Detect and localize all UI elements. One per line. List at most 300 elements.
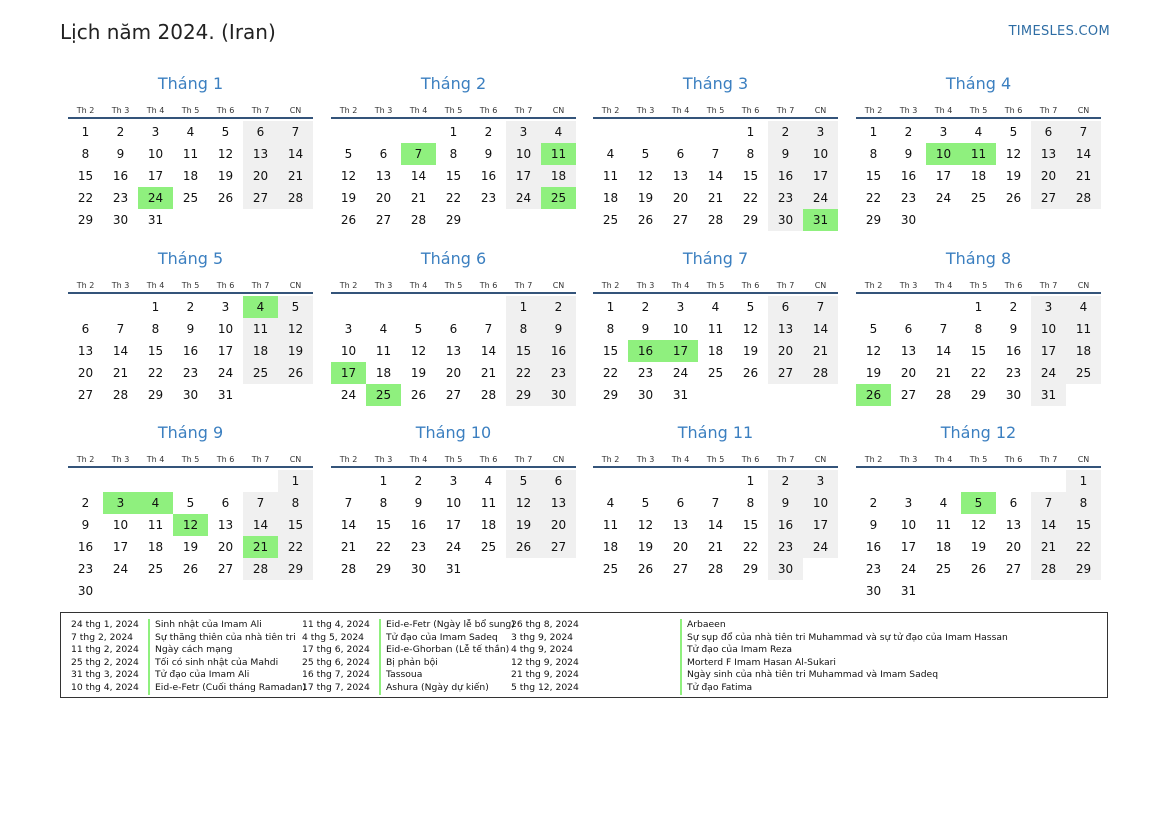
day-cell: 5 [641, 496, 650, 510]
weekday-header [331, 105, 576, 117]
day-cell: 7 [711, 496, 720, 510]
day-cell: 11 [1066, 318, 1101, 340]
day-cell: 29 [970, 388, 987, 402]
day-cell: 21 [410, 191, 427, 205]
day-cell: 17 [803, 514, 838, 536]
day-cell: 1 [506, 296, 541, 318]
day-cell: 20 [541, 514, 576, 536]
month-title: Tháng 12 [940, 423, 1017, 442]
day-cell: 30 [768, 558, 803, 580]
day-cell: 15 [506, 340, 541, 362]
day-cell: 18 [480, 518, 497, 532]
day-cell: 23 [480, 191, 497, 205]
day-cell: 24 [672, 366, 689, 380]
day-cell: 30 [865, 584, 882, 598]
day-cell: 27 [672, 213, 689, 227]
month-title: Tháng 7 [682, 249, 749, 268]
day-cell: 14 [803, 318, 838, 340]
legend-holiday-name: Ngày cách mạng [148, 644, 232, 657]
day-cell: 28 [340, 562, 357, 576]
day-cell: 1 [449, 125, 458, 139]
day-cell: 12 [340, 169, 357, 183]
weekday-label: Th 6 [1004, 455, 1023, 464]
day-cell: 28 [803, 362, 838, 384]
header-rule [331, 292, 576, 294]
day-cell: 14 [707, 518, 724, 532]
legend-holiday-name: Tối có sinh nhật của Mahdi [148, 657, 278, 670]
day-cell: 16 [480, 169, 497, 183]
weekday-label: Th 6 [216, 281, 235, 290]
legend-holiday-name: Sự thăng thiên của nhà tiên tri [148, 632, 296, 645]
weekday-label: Th 2 [864, 455, 883, 464]
day-cell: 24 [340, 388, 357, 402]
day-cell: 2 [541, 296, 576, 318]
header-rule [331, 466, 576, 468]
day-cell: 18 [1066, 340, 1101, 362]
site-link[interactable]: TIMESLES.COM [1008, 24, 1110, 39]
day-cell: 21 [935, 366, 952, 380]
day-cell: 14 [1066, 143, 1101, 165]
day-cell: 16 [182, 344, 199, 358]
header-rule [68, 466, 313, 468]
day-cell: 29 [147, 388, 164, 402]
day-cell: 3 [803, 470, 838, 492]
day-cell: 9 [1009, 322, 1018, 336]
weekday-label: Th 7 [514, 106, 533, 115]
day-cell: 5 [746, 300, 755, 314]
weekday-label: Th 7 [776, 455, 795, 464]
month-title: Tháng 5 [157, 249, 224, 268]
day-cell: 6 [243, 121, 278, 143]
day-cell: 1 [869, 125, 878, 139]
weekday-label: Th 6 [216, 455, 235, 464]
header-rule [593, 117, 838, 119]
weekday-label: Th 4 [146, 106, 165, 115]
day-cell: 16 [900, 169, 917, 183]
day-cell: 25 [1066, 362, 1101, 384]
day-cell: 24 [803, 536, 838, 558]
day-cell: 1 [151, 300, 160, 314]
weekday-label: Th 2 [339, 106, 358, 115]
day-cell: 11 [602, 169, 619, 183]
month-12 [856, 422, 1101, 598]
day-cell: 21 [340, 540, 357, 554]
day-cell: 29 [445, 213, 462, 227]
day-cell: 4 [1066, 296, 1101, 318]
weekday-label: Th 5 [706, 455, 725, 464]
weekday-label: Th 3 [374, 106, 393, 115]
day-cell: 13 [77, 344, 94, 358]
weekday-label: Th 7 [251, 106, 270, 115]
day-cell: 18 [541, 165, 576, 187]
day-cell: 4 [711, 300, 720, 314]
day-cell: 4 [541, 121, 576, 143]
day-cell: 1 [746, 125, 755, 139]
day-cell: 12 [637, 169, 654, 183]
day-cell: 20 [672, 540, 689, 554]
legend-date: 11 thg 4, 2024 [302, 619, 370, 630]
day-cell: 9 [81, 518, 90, 532]
weekday-label: CN [289, 455, 302, 464]
day-cell: 17 [445, 518, 462, 532]
day-cell: 26 [970, 562, 987, 576]
day-cell: 16 [541, 340, 576, 362]
day-cell: 3 [803, 121, 838, 143]
legend-holiday-name: Sự sụp đổ của nhà tiên tri Muhammad và sự tử đạo của Imam Hassan [680, 632, 1008, 645]
day-cell: 18 [243, 340, 278, 362]
day-cell: 7 [484, 322, 493, 336]
day-cell: 19 [637, 191, 654, 205]
day-cell: 30 [541, 384, 576, 406]
weekday-label: Th 3 [374, 281, 393, 290]
weekday-label: Th 3 [899, 281, 918, 290]
day-cell: 5 [344, 147, 353, 161]
day-cell: 23 [768, 536, 803, 558]
month-title: Tháng 8 [945, 249, 1012, 268]
day-cell: 1 [81, 125, 90, 139]
weekday-label: Th 3 [374, 455, 393, 464]
day-cell: 17 [935, 169, 952, 183]
weekday-label: Th 6 [741, 106, 760, 115]
weekday-label: Th 4 [671, 455, 690, 464]
day-cell: 4 [379, 322, 388, 336]
weekday-header [68, 280, 313, 292]
weekday-label: CN [552, 455, 565, 464]
month-9 [68, 422, 313, 598]
day-cell: 5 [641, 147, 650, 161]
month-5 [68, 248, 313, 402]
day-cell: 28 [935, 388, 952, 402]
day-cell: 15 [742, 518, 759, 532]
day-cell: 26 [1005, 191, 1022, 205]
day-cell: 28 [410, 213, 427, 227]
weekday-label: Th 2 [864, 106, 883, 115]
weekday-label: Th 5 [181, 106, 200, 115]
legend-holiday-name: Sinh nhật của Imam Ali [148, 619, 262, 632]
day-cell: 6 [449, 322, 458, 336]
legend-holiday-name: Tử đạo Fatima [680, 682, 752, 695]
holiday-day-cell: 5 [961, 492, 996, 514]
weekday-label: Th 7 [514, 455, 533, 464]
legend-holiday-name: Tử đạo của Imam Reza [680, 644, 792, 657]
day-cell: 23 [1005, 366, 1022, 380]
day-cell: 11 [707, 322, 724, 336]
legend-holiday-name: Bị phản bội [379, 657, 438, 670]
day-cell: 24 [112, 562, 129, 576]
day-cell: 1 [278, 470, 313, 492]
holiday-day-cell: 24 [138, 187, 173, 209]
day-cell: 6 [1009, 496, 1018, 510]
month-title: Tháng 3 [682, 74, 749, 93]
day-cell: 15 [602, 344, 619, 358]
day-cell: 22 [375, 540, 392, 554]
day-cell: 2 [641, 300, 650, 314]
day-cell: 17 [506, 165, 541, 187]
weekday-label: Th 4 [671, 106, 690, 115]
day-cell: 23 [900, 191, 917, 205]
day-cell: 13 [768, 318, 803, 340]
day-cell: 3 [676, 300, 685, 314]
day-cell: 30 [637, 388, 654, 402]
day-cell: 29 [865, 213, 882, 227]
day-cell: 23 [112, 191, 129, 205]
day-cell: 29 [77, 213, 94, 227]
holiday-day-cell: 26 [856, 384, 891, 406]
day-cell: 15 [742, 169, 759, 183]
day-cell: 23 [182, 366, 199, 380]
day-cell: 10 [147, 147, 164, 161]
day-cell: 29 [1066, 558, 1101, 580]
day-cell: 13 [900, 344, 917, 358]
day-cell: 6 [541, 470, 576, 492]
legend-date: 16 thg 7, 2024 [302, 669, 370, 681]
day-cell: 5 [186, 496, 195, 510]
day-cell: 4 [606, 147, 615, 161]
day-cell: 11 [147, 518, 164, 532]
day-cell: 30 [1005, 388, 1022, 402]
day-cell: 18 [602, 191, 619, 205]
weekday-label: Th 3 [636, 455, 655, 464]
day-cell: 22 [506, 362, 541, 384]
month-10 [331, 422, 576, 576]
weekday-label: Th 6 [741, 281, 760, 290]
day-cell: 28 [1066, 187, 1101, 209]
month-6 [331, 248, 576, 402]
day-cell: 6 [768, 296, 803, 318]
day-cell: 9 [768, 492, 803, 514]
weekday-label: CN [552, 281, 565, 290]
legend-holiday-name: Tử đạo của Imam Sadeq [379, 632, 498, 645]
weekday-label: Th 2 [601, 106, 620, 115]
day-cell: 4 [939, 496, 948, 510]
weekday-header [331, 454, 576, 466]
day-cell: 19 [742, 344, 759, 358]
day-cell: 23 [768, 187, 803, 209]
header-rule [331, 117, 576, 119]
holiday-day-cell: 4 [243, 296, 278, 318]
day-cell: 20 [672, 191, 689, 205]
day-cell: 26 [182, 562, 199, 576]
weekday-label: CN [814, 106, 827, 115]
day-cell: 16 [1005, 344, 1022, 358]
day-cell: 7 [243, 492, 278, 514]
weekday-header [331, 280, 576, 292]
day-cell: 21 [278, 165, 313, 187]
day-cell: 9 [768, 143, 803, 165]
day-cell: 31 [900, 584, 917, 598]
weekday-label: Th 5 [706, 106, 725, 115]
weekday-label: Th 6 [479, 106, 498, 115]
weekday-label: Th 4 [671, 281, 690, 290]
day-cell: 19 [637, 540, 654, 554]
month-title: Tháng 6 [420, 249, 487, 268]
weekday-label: Th 7 [251, 455, 270, 464]
day-cell: 19 [970, 540, 987, 554]
holiday-day-cell: 11 [541, 143, 576, 165]
day-cell: 23 [637, 366, 654, 380]
weekday-label: Th 2 [601, 281, 620, 290]
day-cell: 11 [480, 496, 497, 510]
day-cell: 15 [865, 169, 882, 183]
day-cell: 27 [243, 187, 278, 209]
day-cell: 6 [904, 322, 913, 336]
day-cell: 25 [147, 562, 164, 576]
day-cell: 3 [344, 322, 353, 336]
weekday-label: CN [814, 281, 827, 290]
day-cell: 15 [77, 169, 94, 183]
day-cell: 18 [970, 169, 987, 183]
day-cell: 15 [375, 518, 392, 532]
legend-holiday-name: Morterd F Imam Hasan Al-Sukari [680, 657, 836, 670]
header-rule [593, 466, 838, 468]
day-cell: 31 [1031, 384, 1066, 406]
day-cell: 20 [243, 165, 278, 187]
page-title: Lịch năm 2024. (Iran) [60, 20, 276, 44]
holiday-day-cell: 17 [663, 340, 698, 362]
weekday-label: CN [552, 106, 565, 115]
day-cell: 6 [221, 496, 230, 510]
day-cell: 9 [641, 322, 650, 336]
day-cell: 10 [1031, 318, 1066, 340]
day-cell: 26 [410, 388, 427, 402]
day-cell: 9 [414, 496, 423, 510]
day-cell: 31 [672, 388, 689, 402]
day-cell: 14 [707, 169, 724, 183]
day-cell: 15 [445, 169, 462, 183]
day-cell: 20 [445, 366, 462, 380]
day-cell: 8 [606, 322, 615, 336]
weekday-label: Th 7 [1039, 281, 1058, 290]
day-cell: 14 [112, 344, 129, 358]
day-cell: 7 [344, 496, 353, 510]
day-cell: 24 [506, 187, 541, 209]
day-cell: 2 [81, 496, 90, 510]
day-cell: 26 [637, 213, 654, 227]
day-cell: 21 [112, 366, 129, 380]
day-cell: 22 [278, 536, 313, 558]
day-cell: 5 [1009, 125, 1018, 139]
legend-holiday-name: Eid-e-Fetr (Ngày lễ bổ sung) [379, 619, 515, 632]
day-cell: 11 [602, 518, 619, 532]
legend-holiday-name: Ashura (Ngày dự kiến) [379, 682, 489, 695]
day-cell: 7 [116, 322, 125, 336]
day-cell: 27 [375, 213, 392, 227]
day-cell: 23 [865, 562, 882, 576]
legend-date: 31 thg 3, 2024 [71, 669, 139, 681]
day-cell: 22 [742, 191, 759, 205]
month-11 [593, 422, 838, 576]
legend-date: 12 thg 9, 2024 [511, 656, 579, 668]
day-cell: 13 [541, 492, 576, 514]
day-cell: 27 [217, 562, 234, 576]
day-cell: 8 [746, 496, 755, 510]
day-cell: 30 [410, 562, 427, 576]
weekday-label: Th 7 [251, 281, 270, 290]
weekday-label: Th 4 [934, 106, 953, 115]
day-cell: 11 [375, 344, 392, 358]
day-cell: 22 [1066, 536, 1101, 558]
day-cell: 1 [606, 300, 615, 314]
day-cell: 8 [449, 147, 458, 161]
day-cell: 17 [1031, 340, 1066, 362]
day-cell: 27 [768, 362, 803, 384]
holiday-day-cell: 11 [961, 143, 996, 165]
day-cell: 3 [1031, 296, 1066, 318]
day-cell: 10 [506, 143, 541, 165]
day-cell: 22 [77, 191, 94, 205]
day-cell: 10 [340, 344, 357, 358]
day-cell: 9 [541, 318, 576, 340]
day-cell: 20 [1005, 540, 1022, 554]
weekday-label: Th 3 [111, 106, 130, 115]
legend-date: 7 thg 2, 2024 [71, 631, 134, 643]
weekday-label: Th 5 [444, 455, 463, 464]
day-cell: 16 [768, 514, 803, 536]
day-cell: 14 [410, 169, 427, 183]
day-cell: 2 [116, 125, 125, 139]
day-cell: 15 [278, 514, 313, 536]
weekday-label: Th 2 [76, 281, 95, 290]
day-cell: 18 [602, 540, 619, 554]
day-cell: 10 [445, 496, 462, 510]
day-cell: 18 [935, 540, 952, 554]
day-cell: 20 [900, 366, 917, 380]
day-cell: 25 [602, 213, 619, 227]
day-cell: 22 [742, 540, 759, 554]
day-cell: 27 [1031, 187, 1066, 209]
holiday-day-cell: 10 [926, 143, 961, 165]
day-cell: 12 [742, 322, 759, 336]
day-cell: 19 [506, 514, 541, 536]
day-cell: 11 [182, 147, 199, 161]
weekday-label: Th 5 [706, 281, 725, 290]
day-cell: 17 [217, 344, 234, 358]
day-cell: 30 [77, 584, 94, 598]
day-cell: 9 [904, 147, 913, 161]
weekday-label: Th 4 [934, 455, 953, 464]
weekday-label: Th 7 [776, 106, 795, 115]
weekday-label: CN [1077, 455, 1090, 464]
day-cell: 25 [480, 540, 497, 554]
day-cell: 27 [900, 388, 917, 402]
day-cell: 14 [278, 143, 313, 165]
weekday-label: Th 3 [111, 455, 130, 464]
weekday-label: Th 7 [514, 281, 533, 290]
day-cell: 23 [77, 562, 94, 576]
day-cell: 9 [484, 147, 493, 161]
day-cell: 2 [768, 470, 803, 492]
day-cell: 28 [707, 562, 724, 576]
day-cell: 28 [1031, 558, 1066, 580]
day-cell: 16 [865, 540, 882, 554]
weekday-label: Th 4 [409, 455, 428, 464]
holiday-day-cell: 25 [541, 187, 576, 209]
day-cell: 8 [746, 147, 755, 161]
day-cell: 2 [414, 474, 423, 488]
day-cell: 28 [480, 388, 497, 402]
weekday-label: Th 2 [601, 455, 620, 464]
month-3 [593, 73, 838, 227]
holiday-day-cell: 3 [103, 492, 138, 514]
day-cell: 7 [803, 296, 838, 318]
day-cell: 3 [939, 125, 948, 139]
weekday-label: CN [289, 106, 302, 115]
day-cell: 3 [904, 496, 913, 510]
day-cell: 10 [900, 518, 917, 532]
weekday-label: Th 3 [636, 106, 655, 115]
header-rule [856, 117, 1101, 119]
day-cell: 22 [970, 366, 987, 380]
